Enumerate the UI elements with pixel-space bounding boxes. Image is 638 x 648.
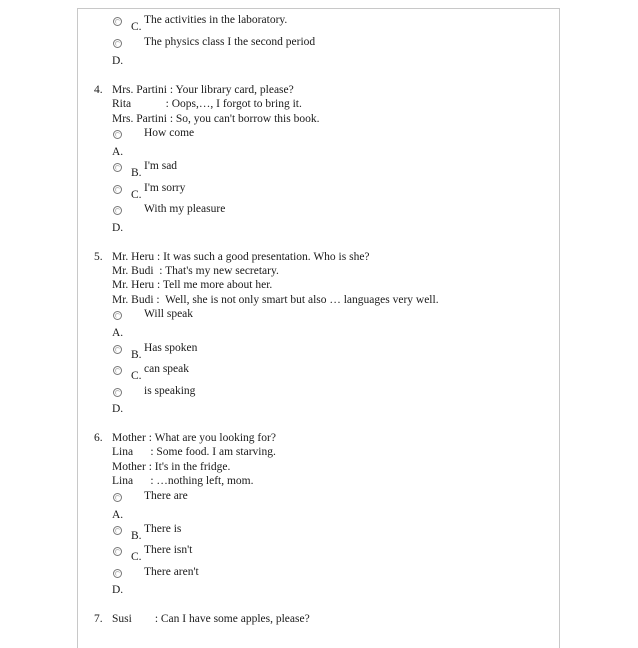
q5-option-c-text: can speak — [144, 363, 190, 375]
q5-line-3: Mr. Heru : Tell me more about her. — [112, 279, 273, 291]
q5-option-a-text: Will speak — [144, 308, 194, 320]
q3-option-d-letter: D. — [112, 55, 124, 67]
q5-option-d-radio[interactable] — [113, 388, 122, 397]
q4-option-a-letter: A. — [112, 146, 124, 158]
q7-number: 7. — [94, 613, 103, 625]
q6-option-a-text: There are — [144, 490, 188, 502]
q7-line-1: Susi : Can I have some apples, please? — [112, 613, 310, 625]
q4-option-c-text: I'm sorry — [144, 182, 186, 194]
q6-option-d-letter: D. — [112, 584, 124, 596]
q5-option-d-letter: D. — [112, 403, 124, 415]
q6-line-3: Mother : It's in the fridge. — [112, 461, 231, 473]
q4-option-d-letter: D. — [112, 222, 124, 234]
q3-option-c-radio[interactable] — [113, 17, 122, 26]
q6-line-2: Lina : Some food. I am starving. — [112, 446, 276, 458]
q6-option-a-radio[interactable] — [113, 493, 122, 502]
q6-option-c-radio[interactable] — [113, 547, 122, 556]
q4-line-2: Rita : Oops,…, I forgot to bring it. — [112, 98, 302, 110]
q5-line-2: Mr. Budi : That's my new secretary. — [112, 265, 279, 277]
q4-line-1: Mrs. Partini : Your library card, please? — [112, 84, 294, 96]
q4-number: 4. — [94, 84, 103, 96]
q6-option-d-text: There aren't — [144, 566, 199, 578]
q3-option-d-radio[interactable] — [113, 39, 122, 48]
q6-option-d-radio[interactable] — [113, 569, 122, 578]
q4-option-a-text: How come — [144, 127, 195, 139]
q6-option-b-letter: B. — [131, 530, 142, 542]
q3-option-c-text: The activities in the laboratory. — [144, 14, 288, 26]
q5-option-a-radio[interactable] — [113, 311, 122, 320]
q6-line-1: Mother : What are you looking for? — [112, 432, 276, 444]
q4-option-b-radio[interactable] — [113, 163, 122, 172]
q5-option-b-radio[interactable] — [113, 345, 122, 354]
q4-option-b-text: I'm sad — [144, 160, 178, 172]
q6-option-a-letter: A. — [112, 509, 124, 521]
q6-option-c-letter: C. — [131, 551, 142, 563]
q4-option-c-radio[interactable] — [113, 185, 122, 194]
q6-option-b-radio[interactable] — [113, 526, 122, 535]
q5-number: 5. — [94, 251, 103, 263]
q4-option-c-letter: C. — [131, 189, 142, 201]
q5-option-b-letter: B. — [131, 349, 142, 361]
q3-option-d-text: The physics class I the second period — [144, 36, 316, 48]
q6-option-b-text: There is — [144, 523, 182, 535]
q3-option-c-letter: C. — [131, 21, 142, 33]
q5-option-c-radio[interactable] — [113, 366, 122, 375]
q6-line-4: Lina : …nothing left, mom. — [112, 475, 254, 487]
q6-number: 6. — [94, 432, 103, 444]
q5-option-a-letter: A. — [112, 327, 124, 339]
q5-line-4: Mr. Budi : Well, she is not only smart but also … languages very well. — [112, 294, 439, 306]
q5-option-b-text: Has spoken — [144, 342, 198, 354]
q4-option-d-radio[interactable] — [113, 206, 122, 215]
q4-option-d-text: With my pleasure — [144, 203, 226, 215]
q6-option-c-text: There isn't — [144, 544, 193, 556]
q5-line-1: Mr. Heru : It was such a good presentation. Who is she? — [112, 251, 370, 263]
q4-option-b-letter: B. — [131, 167, 142, 179]
q5-option-c-letter: C. — [131, 370, 142, 382]
q4-option-a-radio[interactable] — [113, 130, 122, 139]
q5-option-d-text: is speaking — [144, 385, 196, 397]
q4-line-3: Mrs. Partini : So, you can't borrow this book. — [112, 113, 320, 125]
